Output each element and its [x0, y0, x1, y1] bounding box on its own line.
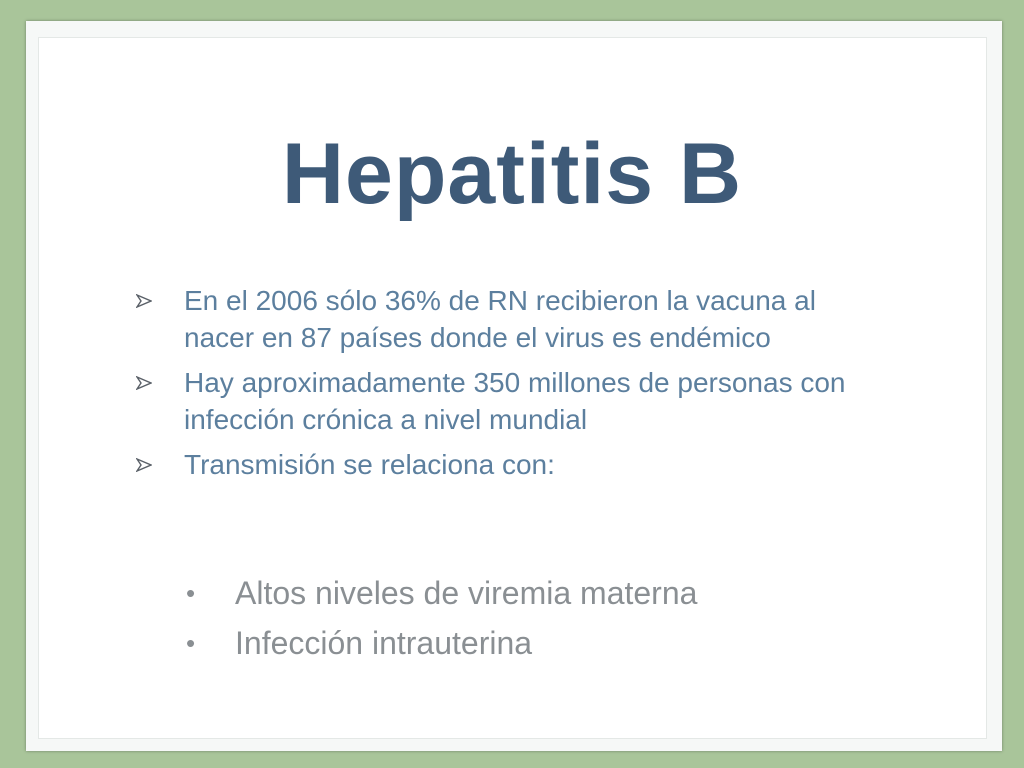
sub-bullet-text: Altos niveles de viremia materna [235, 575, 698, 611]
bullet-text: Hay aproximadamente 350 millones de personas con infección crónica a nivel mundial [184, 367, 846, 435]
dot-icon: • [186, 628, 196, 658]
bullet-item [134, 364, 874, 438]
arrowhead-icon [136, 294, 152, 308]
bullet-text: En el 2006 sólo 36% de RN recibieron la vacuna al nacer en 87 países donde el virus es endémico [184, 285, 816, 353]
slide-title: Hepatitis B [281, 126, 743, 222]
dot-icon: • [186, 578, 196, 608]
bullet-item [134, 446, 874, 483]
arrowhead-icon [136, 376, 152, 390]
bullet-item [134, 282, 874, 356]
bullet-text: Transmisión se relaciona con: [184, 449, 555, 480]
bullet-list [134, 282, 874, 491]
sub-bullet-item [180, 568, 880, 618]
sub-bullet-text: Infección intrauterina [235, 625, 533, 661]
sub-bullet-item [180, 618, 880, 668]
sub-bullet-list [180, 568, 880, 668]
arrowhead-icon [136, 458, 152, 472]
